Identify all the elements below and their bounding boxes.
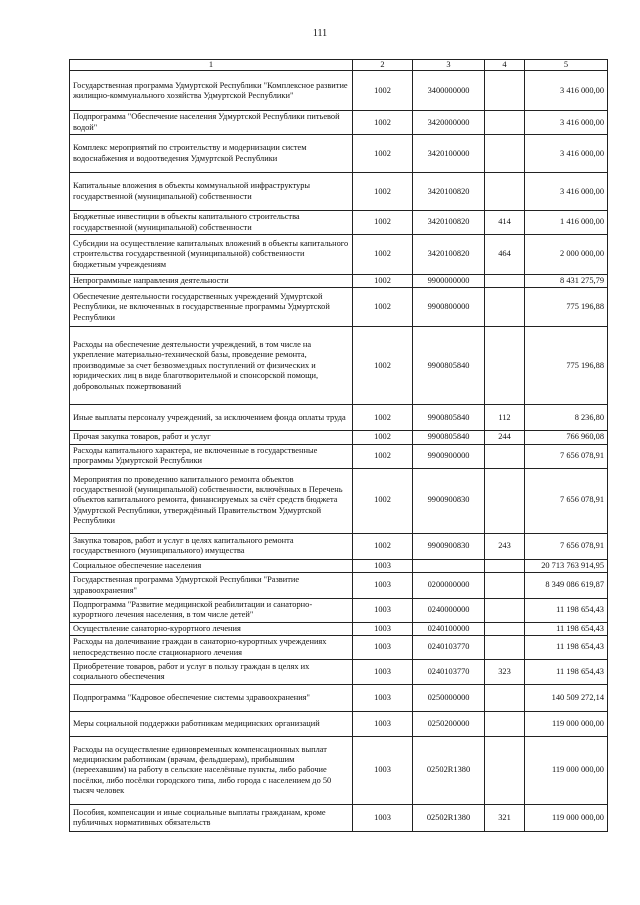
item-name-cell: Иные выплаты персоналу учреждений, за исключением фонда оплаты труда <box>70 405 353 431</box>
target-article-code-cell: 0240103770 <box>413 660 485 685</box>
expense-type-code-cell <box>485 636 525 660</box>
section-code-cell: 1003 <box>353 636 413 660</box>
item-name-cell: Субсидии на осуществление капитальных вложений в объекты капитального строительства государственной (муниципальной) собственности бюджетным учреждениям <box>70 235 353 275</box>
expense-type-code-cell <box>485 573 525 599</box>
target-article-code-cell: 9900900830 <box>413 468 485 533</box>
table-row <box>70 444 608 468</box>
table-row <box>70 288 608 327</box>
target-article-code-cell <box>413 559 485 572</box>
target-article-code-cell: 9900805840 <box>413 327 485 405</box>
target-article-code-cell: 9900805840 <box>413 405 485 431</box>
item-name-cell: Мероприятия по проведению капитального ремонта объектов государственной (муниципальной) собственности, включённых в Перечень объектов капитального ремонта, финансируемых за счёт средств бюджета Удмуртской Республики, утверждённый Правительством Удмуртской Республики <box>70 468 353 533</box>
amount-cell: 11 198 654,43 <box>525 622 608 635</box>
column-header: 5 <box>525 60 608 71</box>
item-name-cell: Прочая закупка товаров, работ и услуг <box>70 431 353 444</box>
target-article-code-cell: 0200000000 <box>413 573 485 599</box>
target-article-code-cell: 3420000000 <box>413 111 485 135</box>
amount-cell: 766 960,08 <box>525 431 608 444</box>
target-article-code-cell: 0250000000 <box>413 685 485 712</box>
amount-cell: 20 713 763 914,95 <box>525 559 608 572</box>
table-row <box>70 660 608 685</box>
amount-cell: 1 416 000,00 <box>525 211 608 235</box>
amount-cell: 3 416 000,00 <box>525 71 608 111</box>
section-code-cell: 1002 <box>353 111 413 135</box>
amount-cell: 7 656 078,91 <box>525 468 608 533</box>
section-code-cell: 1003 <box>353 573 413 599</box>
target-article-code-cell: 9900000000 <box>413 275 485 288</box>
section-code-cell: 1003 <box>353 737 413 805</box>
table-row <box>70 559 608 572</box>
section-code-cell: 1002 <box>353 444 413 468</box>
section-code-cell: 1002 <box>353 405 413 431</box>
target-article-code-cell: 0240103770 <box>413 636 485 660</box>
table-row <box>70 685 608 712</box>
target-article-code-cell: 0240100000 <box>413 622 485 635</box>
target-article-code-cell: 02502R1380 <box>413 737 485 805</box>
target-article-code-cell: 3420100820 <box>413 235 485 275</box>
expense-type-code-cell <box>485 111 525 135</box>
amount-cell: 775 196,88 <box>525 288 608 327</box>
table-row <box>70 468 608 533</box>
table-row <box>70 737 608 805</box>
item-name-cell: Государственная программа Удмуртской Республики "Развитие здравоохранения" <box>70 573 353 599</box>
table-row <box>70 405 608 431</box>
column-header: 1 <box>70 60 353 71</box>
expense-type-code-cell: 323 <box>485 660 525 685</box>
expense-type-code-cell <box>485 444 525 468</box>
page-number: 111 <box>312 28 328 39</box>
table-row <box>70 111 608 135</box>
item-name-cell: Обеспечение деятельности государственных учреждений Удмуртской Республики, не включенных в государственные программы Удмуртской Республики <box>70 288 353 327</box>
table-row <box>70 173 608 211</box>
table-row <box>70 712 608 737</box>
expense-type-code-cell: 244 <box>485 431 525 444</box>
section-code-cell: 1002 <box>353 431 413 444</box>
expense-type-code-cell <box>485 275 525 288</box>
table-row <box>70 533 608 559</box>
target-article-code-cell: 9900805840 <box>413 431 485 444</box>
section-code-cell: 1002 <box>353 533 413 559</box>
section-code-cell: 1002 <box>353 135 413 173</box>
table-row <box>70 636 608 660</box>
section-code-cell: 1003 <box>353 712 413 737</box>
section-code-cell: 1003 <box>353 805 413 832</box>
section-code-cell: 1002 <box>353 211 413 235</box>
column-header: 2 <box>353 60 413 71</box>
amount-cell: 11 198 654,43 <box>525 599 608 623</box>
amount-cell: 8 431 275,79 <box>525 275 608 288</box>
expense-type-code-cell <box>485 599 525 623</box>
section-code-cell: 1002 <box>353 468 413 533</box>
amount-cell: 11 198 654,43 <box>525 660 608 685</box>
target-article-code-cell: 3420100820 <box>413 211 485 235</box>
amount-cell: 140 509 272,14 <box>525 685 608 712</box>
amount-cell: 119 000 000,00 <box>525 737 608 805</box>
amount-cell: 775 196,88 <box>525 327 608 405</box>
table-row <box>70 135 608 173</box>
expense-type-code-cell <box>485 327 525 405</box>
target-article-code-cell: 9900800000 <box>413 288 485 327</box>
table-row <box>70 599 608 623</box>
section-code-cell: 1002 <box>353 173 413 211</box>
table-header-row <box>70 60 608 71</box>
expense-type-code-cell <box>485 685 525 712</box>
section-code-cell: 1002 <box>353 235 413 275</box>
item-name-cell: Бюджетные инвестиции в объекты капитального строительства государственной (муниципальной) собственности <box>70 211 353 235</box>
item-name-cell: Социальное обеспечение населения <box>70 559 353 572</box>
amount-cell: 2 000 000,00 <box>525 235 608 275</box>
expense-type-code-cell: 464 <box>485 235 525 275</box>
target-article-code-cell: 3420100000 <box>413 135 485 173</box>
item-name-cell: Комплекс мероприятий по строительству и модернизации систем водоснабжения и водоотведения Удмуртской Республики <box>70 135 353 173</box>
item-name-cell: Расходы капитального характера, не включенные в государственные программы Удмуртской Республики <box>70 444 353 468</box>
amount-cell: 7 656 078,91 <box>525 444 608 468</box>
table-row <box>70 235 608 275</box>
expense-type-code-cell: 414 <box>485 211 525 235</box>
column-header: 4 <box>485 60 525 71</box>
item-name-cell: Пособия, компенсации и иные социальные выплаты гражданам, кроме публичных нормативных обязательств <box>70 805 353 832</box>
amount-cell: 119 000 000,00 <box>525 712 608 737</box>
item-name-cell: Подпрограмма "Обеспечение населения Удмуртской Республики питьевой водой" <box>70 111 353 135</box>
table-row <box>70 71 608 111</box>
section-code-cell: 1003 <box>353 559 413 572</box>
item-name-cell: Закупка товаров, работ и услуг в целях капитального ремонта государственного (муниципального) имущества <box>70 533 353 559</box>
target-article-code-cell: 9900900830 <box>413 533 485 559</box>
item-name-cell: Приобретение товаров, работ и услуг в пользу граждан в целях их социального обеспечения <box>70 660 353 685</box>
table-row <box>70 573 608 599</box>
table-row <box>70 211 608 235</box>
expense-type-code-cell <box>485 288 525 327</box>
table-row <box>70 622 608 635</box>
expense-type-code-cell: 321 <box>485 805 525 832</box>
section-code-cell: 1003 <box>353 599 413 623</box>
section-code-cell: 1002 <box>353 71 413 111</box>
expense-type-code-cell <box>485 71 525 111</box>
amount-cell: 3 416 000,00 <box>525 135 608 173</box>
expense-type-code-cell <box>485 135 525 173</box>
item-name-cell: Расходы на осуществление единовременных компенсационных выплат медицинским работникам (врачам, фельдшерам), прибывшим (переехавшим) на работу в сельские населённые пункты, либо рабочие посёлки, либо посёлки городского типа, либо города с населением до 50 тысяч человек <box>70 737 353 805</box>
item-name-cell: Капитальные вложения в объекты коммунальной инфраструктуры государственной (муниципальной) собственности <box>70 173 353 211</box>
target-article-code-cell: 9900900000 <box>413 444 485 468</box>
amount-cell: 11 198 654,43 <box>525 636 608 660</box>
item-name-cell: Расходы на обеспечение деятельности учреждений, в том числе на укрепление материально-технической базы, проведение ремонта, производимые за счет безвозмездных поступлений от физических и юридических лиц в виде благотворительной и спонсорской помощи, добровольных пожертвований <box>70 327 353 405</box>
amount-cell: 8 349 086 619,87 <box>525 573 608 599</box>
section-code-cell: 1002 <box>353 288 413 327</box>
expense-type-code-cell <box>485 712 525 737</box>
item-name-cell: Государственная программа Удмуртской Республики "Комплексное развитие жилищно-коммунального хозяйства Удмуртской Республики" <box>70 71 353 111</box>
target-article-code-cell: 0250200000 <box>413 712 485 737</box>
amount-cell: 8 236,80 <box>525 405 608 431</box>
expense-type-code-cell: 243 <box>485 533 525 559</box>
expense-type-code-cell <box>485 559 525 572</box>
amount-cell: 3 416 000,00 <box>525 111 608 135</box>
amount-cell: 3 416 000,00 <box>525 173 608 211</box>
table-row <box>70 275 608 288</box>
item-name-cell: Расходы на долечивание граждан в санаторно-курортных учреждениях непосредственно после стационарного лечения <box>70 636 353 660</box>
section-code-cell: 1002 <box>353 275 413 288</box>
section-code-cell: 1002 <box>353 327 413 405</box>
item-name-cell: Меры социальной поддержки работникам медицинских организаций <box>70 712 353 737</box>
target-article-code-cell: 0240000000 <box>413 599 485 623</box>
section-code-cell: 1003 <box>353 685 413 712</box>
expense-type-code-cell <box>485 737 525 805</box>
expense-type-code-cell <box>485 622 525 635</box>
section-code-cell: 1003 <box>353 622 413 635</box>
expense-type-code-cell: 112 <box>485 405 525 431</box>
section-code-cell: 1003 <box>353 660 413 685</box>
target-article-code-cell: 3420100820 <box>413 173 485 211</box>
target-article-code-cell: 02502R1380 <box>413 805 485 832</box>
table-row <box>70 327 608 405</box>
target-article-code-cell: 3400000000 <box>413 71 485 111</box>
column-header: 3 <box>413 60 485 71</box>
table-row <box>70 805 608 832</box>
table-row <box>70 431 608 444</box>
amount-cell: 119 000 000,00 <box>525 805 608 832</box>
expense-type-code-cell <box>485 468 525 533</box>
expense-type-code-cell <box>485 173 525 211</box>
budget-table <box>69 59 608 832</box>
item-name-cell: Осуществление санаторно-курортного лечения <box>70 622 353 635</box>
item-name-cell: Подпрограмма "Развитие медицинской реабилитации и санаторно-курортного лечения населения, в том числе детей" <box>70 599 353 623</box>
table-body <box>70 71 608 832</box>
item-name-cell: Непрограммные направления деятельности <box>70 275 353 288</box>
item-name-cell: Подпрограмма "Кадровое обеспечение системы здравоохранения" <box>70 685 353 712</box>
amount-cell: 7 656 078,91 <box>525 533 608 559</box>
